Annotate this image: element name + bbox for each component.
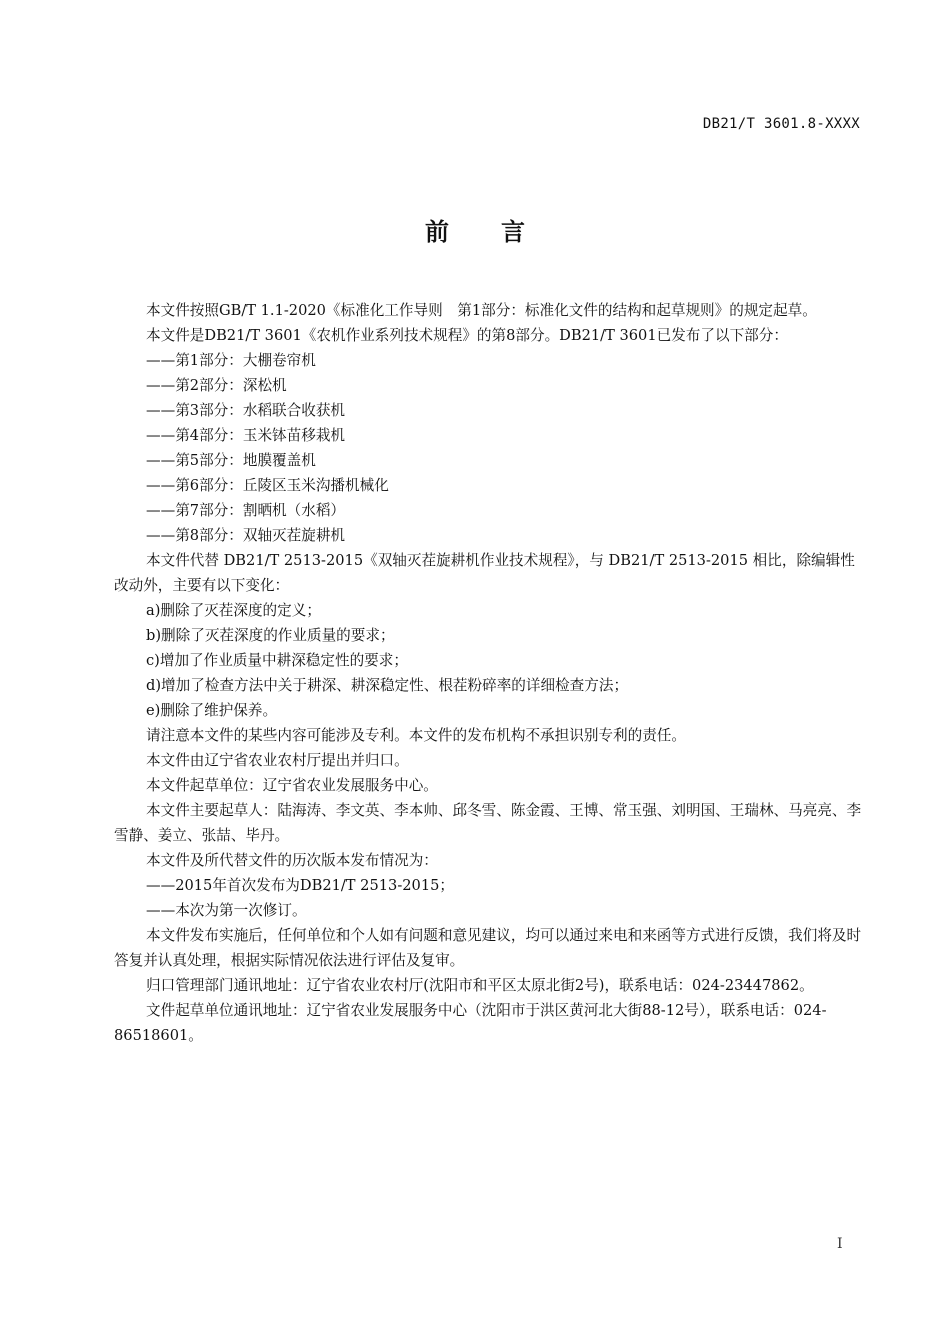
paragraph-drafter-address: 文件起草单位通讯地址：辽宁省农业发展服务中心（沈阳市于洪区黄河北大街88-12号），联系电话：024-86518601。 [114,1002,827,1044]
list-item: a)删除了灭茬深度的定义； [146,602,321,619]
parts-list [114,348,862,548]
list-item: e)删除了维护保养。 [146,702,278,719]
list-item: ——第2部分：深松机 [146,377,287,394]
list-item: ——第5部分：地膜覆盖机 [146,452,316,469]
page-number: I [837,1236,843,1252]
paragraph-history-intro: 本文件及所代替文件的历次版本发布情况为： [146,852,438,869]
list-item: ——第7部分：割晒机（水稻） [146,502,346,519]
paragraph-standard-basis: 本文件按照GB/T 1.1-2020《标准化工作导则 第1部分：标准化文件的结构和起草规则》的规定起草。 [146,302,817,319]
paragraph-feedback: 本文件发布实施后，任何单位和个人如有问题和意见建议，均可以通过来电和来函等方式进行反馈，我们将及时答复并认真处理，根据实际情况依法进行评估及复审。 [114,927,862,969]
list-item: ——第4部分：玉米钵苗移栽机 [146,427,346,444]
list-item: ——本次为第一次修订。 [146,902,307,919]
list-item: d)增加了检查方法中关于耕深、耕深稳定性、根茬粉碎率的详细检查方法； [146,677,629,694]
list-item: ——2015年首次发布为DB21/T 2513-2015； [146,877,454,894]
changes-list [114,598,862,723]
list-item: ——第8部分：双轴灭茬旋耕机 [146,527,346,544]
list-item: b)删除了灭茬深度的作业质量的要求； [146,627,395,644]
list-item: c)增加了作业质量中耕深稳定性的要求； [146,652,408,669]
paragraph-drafters: 本文件主要起草人：陆海涛、李文英、李本帅、邱冬雪、陈金霞、王博、常玉强、刘明国、王瑞林、马亮亮、李雪静、姜立、张喆、毕丹。 [114,802,862,844]
paragraph-drafting-unit: 本文件起草单位：辽宁省农业发展服务中心。 [146,777,438,794]
paragraph-replacement: 本文件代替 DB21/T 2513-2015《双轴灭茬旋耕机作业技术规程》，与 DB21/T 2513-2015 相比，除编辑性改动外，主要有以下变化： [114,552,855,594]
list-item: ——第1部分：大棚卷帘机 [146,352,316,369]
paragraph-patent-notice: 请注意本文件的某些内容可能涉及专利。本文件的发布机构不承担识别专利的责任。 [146,727,686,744]
paragraph-series-intro: 本文件是DB21/T 3601《农机作业系列技术规程》的第8部分。DB21/T 3601已发布了以下部分： [146,327,788,344]
history-list [114,873,862,923]
page-title: 前言 [425,218,577,246]
paragraph-authority-address: 归口管理部门通讯地址：辽宁省农业农村厅(沈阳市和平区太原北街2号)，联系电话：024-23447862。 [146,977,814,994]
paragraph-proposer: 本文件由辽宁省农业农村厅提出并归口。 [146,752,409,769]
document-body [114,298,862,1048]
document-code: DB21/T 3601.8-XXXX [702,116,860,132]
list-item: ——第6部分：丘陵区玉米沟播机械化 [146,477,389,494]
list-item: ——第3部分：水稻联合收获机 [146,402,346,419]
